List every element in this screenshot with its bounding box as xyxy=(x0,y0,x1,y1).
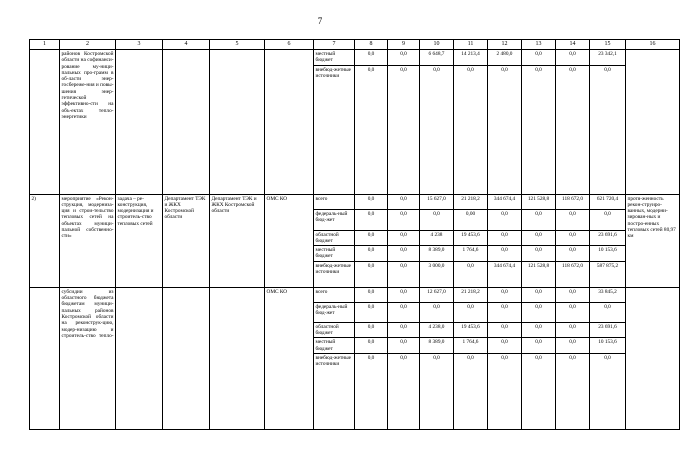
value-cell: 23 691,6 xyxy=(590,322,626,338)
value-cell: 0,0 xyxy=(388,230,420,246)
coexecutor-cell xyxy=(210,287,265,429)
value-cell: 1 764,6 xyxy=(454,246,488,262)
row-number-cell xyxy=(30,287,60,429)
indicator-cell: протя-женность рекон-струиро-ванных, модерни-зирован-ных и постро-енных тепловых сетей 80,97 км xyxy=(626,194,680,287)
header-cell: 16 xyxy=(626,40,680,50)
value-cell: 0,0 xyxy=(388,50,420,66)
value-cell: 0,0 xyxy=(522,322,556,338)
value-cell: 14 213,4 xyxy=(454,50,488,66)
header-cell: 7 xyxy=(314,40,355,50)
header-row xyxy=(30,40,680,50)
funding-source-cell: местный бюджет xyxy=(314,246,355,262)
table-body xyxy=(30,40,680,430)
value-cell: 0,0 xyxy=(420,65,454,194)
value-cell: 0,0 xyxy=(355,322,388,338)
header-cell: 14 xyxy=(556,40,590,50)
value-cell: 0,0 xyxy=(388,353,420,429)
funding-source-cell: областной бюджет xyxy=(314,230,355,246)
funding-source-cell: внебюд-жетные источники xyxy=(314,353,355,429)
value-cell: 0,0 xyxy=(556,287,590,302)
coexecutor-cell: Департамент ТЭК и ЖКХ Костромской области xyxy=(210,194,265,287)
value-cell: 0,0 xyxy=(522,302,556,322)
value-cell: 21 218,2 xyxy=(454,287,488,302)
value-cell: 0,0 xyxy=(388,246,420,262)
value-cell: 0,0 xyxy=(556,209,590,230)
value-cell: 10 153,6 xyxy=(590,246,626,262)
funding-source-cell: местный бюджет xyxy=(314,338,355,354)
value-cell: 0,0 xyxy=(488,209,522,230)
measure-name-cell: мероприятие «Рекон-струкция, модерниза-ция и строи-тельство тепловых сетей на объектах муници-пальной собственно-сти» xyxy=(60,194,116,287)
value-cell: 12 627,0 xyxy=(420,287,454,302)
value-cell: 0,0 xyxy=(522,209,556,230)
value-cell: 4 238 xyxy=(420,230,454,246)
value-cell: 0,0 xyxy=(388,322,420,338)
value-cell: 0,0 xyxy=(355,261,388,287)
funding-source-cell: всего xyxy=(314,287,355,302)
value-cell: 0,0 xyxy=(556,302,590,322)
header-cell: 13 xyxy=(522,40,556,50)
value-cell: 19 453,6 xyxy=(454,230,488,246)
value-cell: 10 153,6 xyxy=(590,338,626,354)
value-cell: 4 238,0 xyxy=(420,322,454,338)
value-cell: 0,0 xyxy=(556,65,590,194)
value-cell: 0,00 xyxy=(454,209,488,230)
funding-source-cell: внебюд-жетные источники xyxy=(314,65,355,194)
value-cell: 0,0 xyxy=(488,287,522,302)
value-cell: 0,0 xyxy=(355,302,388,322)
value-cell: 0,0 xyxy=(454,353,488,429)
executor-cell xyxy=(265,50,314,195)
value-cell: 8 389,0 xyxy=(420,338,454,354)
value-cell: 0,0 xyxy=(355,338,388,354)
value-cell: 118 672,0 xyxy=(556,261,590,287)
value-cell: 0,0 xyxy=(556,50,590,66)
header-cell: 1 xyxy=(30,40,60,50)
value-cell: 0,0 xyxy=(556,353,590,429)
table-row xyxy=(30,287,680,302)
value-cell: 2 480,0 xyxy=(488,50,522,66)
table-row xyxy=(30,50,680,66)
table-row xyxy=(30,194,680,209)
value-cell: 0,0 xyxy=(522,65,556,194)
value-cell: 0,0 xyxy=(488,302,522,322)
executor-cell: ОМС КО xyxy=(265,194,314,287)
value-cell: 0,0 xyxy=(522,338,556,354)
value-cell: 1 764,6 xyxy=(454,338,488,354)
task-cell xyxy=(116,50,163,195)
value-cell: 0,0 xyxy=(355,353,388,429)
value-cell: 121 528,8 xyxy=(522,194,556,209)
value-cell: 0,0 xyxy=(488,65,522,194)
header-cell: 10 xyxy=(420,40,454,50)
value-cell: 21 218,2 xyxy=(454,194,488,209)
value-cell: 0,0 xyxy=(388,209,420,230)
value-cell: 0,0 xyxy=(454,302,488,322)
header-cell: 11 xyxy=(454,40,488,50)
responsible-cell xyxy=(163,50,210,195)
value-cell: 0,0 xyxy=(388,338,420,354)
value-cell: 0,0 xyxy=(420,209,454,230)
coexecutor-cell xyxy=(210,50,265,195)
value-cell: 587 875,2 xyxy=(590,261,626,287)
value-cell: 121 528,8 xyxy=(522,261,556,287)
value-cell: 0,0 xyxy=(355,230,388,246)
header-cell: 5 xyxy=(210,40,265,50)
value-cell: 3 000,0 xyxy=(420,261,454,287)
task-cell xyxy=(116,287,163,429)
value-cell: 0,0 xyxy=(522,287,556,302)
value-cell: 0,0 xyxy=(355,194,388,209)
value-cell: 33 845,2 xyxy=(590,287,626,302)
value-cell: 621 720,4 xyxy=(590,194,626,209)
value-cell: 0,0 xyxy=(355,209,388,230)
task-cell: задача – ре-конструкция, модернизация и строитель-ство тепловых сетей xyxy=(116,194,163,287)
indicator-cell xyxy=(626,287,680,429)
value-cell: 8 389,0 xyxy=(420,246,454,262)
value-cell: 15 627,0 xyxy=(420,194,454,209)
value-cell: 0,0 xyxy=(556,322,590,338)
header-cell: 4 xyxy=(163,40,210,50)
funding-source-cell: внебюд-жетные источники xyxy=(314,261,355,287)
value-cell: 0,0 xyxy=(522,50,556,66)
measure-name-cell: субсидии из областного бюджета бюджетам муници-пальных районов Костромской области на реконструк-цию, модер-низацию и строитель-ство тепло- xyxy=(60,287,116,429)
value-cell: 0,0 xyxy=(420,353,454,429)
value-cell: 344 674,4 xyxy=(488,261,522,287)
funding-source-cell: федераль-ный бюд-жет xyxy=(314,302,355,322)
funding-source-cell: всего xyxy=(314,194,355,209)
value-cell: 0,0 xyxy=(522,246,556,262)
value-cell: 6 648,7 xyxy=(420,50,454,66)
value-cell: 0,0 xyxy=(488,230,522,246)
value-cell: 19 453,6 xyxy=(454,322,488,338)
value-cell: 0,0 xyxy=(556,230,590,246)
value-cell: 0,0 xyxy=(488,246,522,262)
value-cell: 0,0 xyxy=(388,287,420,302)
value-cell: 23 691,6 xyxy=(590,230,626,246)
header-cell: 8 xyxy=(355,40,388,50)
row-number-cell: 2) xyxy=(30,194,60,287)
value-cell: 0,0 xyxy=(388,194,420,209)
value-cell: 0,0 xyxy=(420,302,454,322)
executor-cell: ОМС КО xyxy=(265,287,314,429)
header-cell: 3 xyxy=(116,40,163,50)
header-cell: 6 xyxy=(265,40,314,50)
header-cell: 12 xyxy=(488,40,522,50)
page-number: 7 xyxy=(317,16,323,26)
value-cell: 0,0 xyxy=(355,65,388,194)
indicator-cell xyxy=(626,50,680,195)
funding-source-cell: федераль-ный бюд-жет xyxy=(314,209,355,230)
value-cell: 0,0 xyxy=(355,246,388,262)
value-cell: 0,0 xyxy=(590,302,626,322)
value-cell: 0,0 xyxy=(522,353,556,429)
value-cell: 23 342,1 xyxy=(590,50,626,66)
program-table xyxy=(29,39,680,430)
responsible-cell xyxy=(163,287,210,429)
value-cell: 0,0 xyxy=(388,302,420,322)
value-cell: 0,0 xyxy=(388,261,420,287)
value-cell: 344 674,4 xyxy=(488,194,522,209)
value-cell: 0,0 xyxy=(522,230,556,246)
value-cell: 0,0 xyxy=(488,322,522,338)
value-cell: 0,0 xyxy=(355,50,388,66)
value-cell: 0,0 xyxy=(488,353,522,429)
value-cell: 0,0 xyxy=(556,338,590,354)
responsible-cell: Департамент ТЭК и ЖКХ Костромской области xyxy=(163,194,210,287)
row-number-cell xyxy=(30,50,60,195)
header-cell: 15 xyxy=(590,40,626,50)
value-cell: 0,0 xyxy=(556,246,590,262)
value-cell: 0,0 xyxy=(355,287,388,302)
measure-name-cell: районов Костромской области на софинанси-рование му-ници-пальных про-грамм в об-ласти энер-госбереже-ния и повы-шения энер-гетической эффективно-сти на объ-ектах тепло-энергетики xyxy=(60,50,116,195)
value-cell: 0,0 xyxy=(590,353,626,429)
value-cell: 0,0 xyxy=(488,338,522,354)
header-cell: 2 xyxy=(60,40,116,50)
value-cell: 0,0 xyxy=(590,65,626,194)
funding-source-cell: областной бюджет xyxy=(314,322,355,338)
value-cell: 0,0 xyxy=(454,261,488,287)
value-cell: 118 672,0 xyxy=(556,194,590,209)
value-cell: 0,0 xyxy=(454,65,488,194)
header-cell: 9 xyxy=(388,40,420,50)
value-cell: 0,0 xyxy=(388,65,420,194)
value-cell: 0,0 xyxy=(590,209,626,230)
funding-source-cell: местный бюджет xyxy=(314,50,355,66)
